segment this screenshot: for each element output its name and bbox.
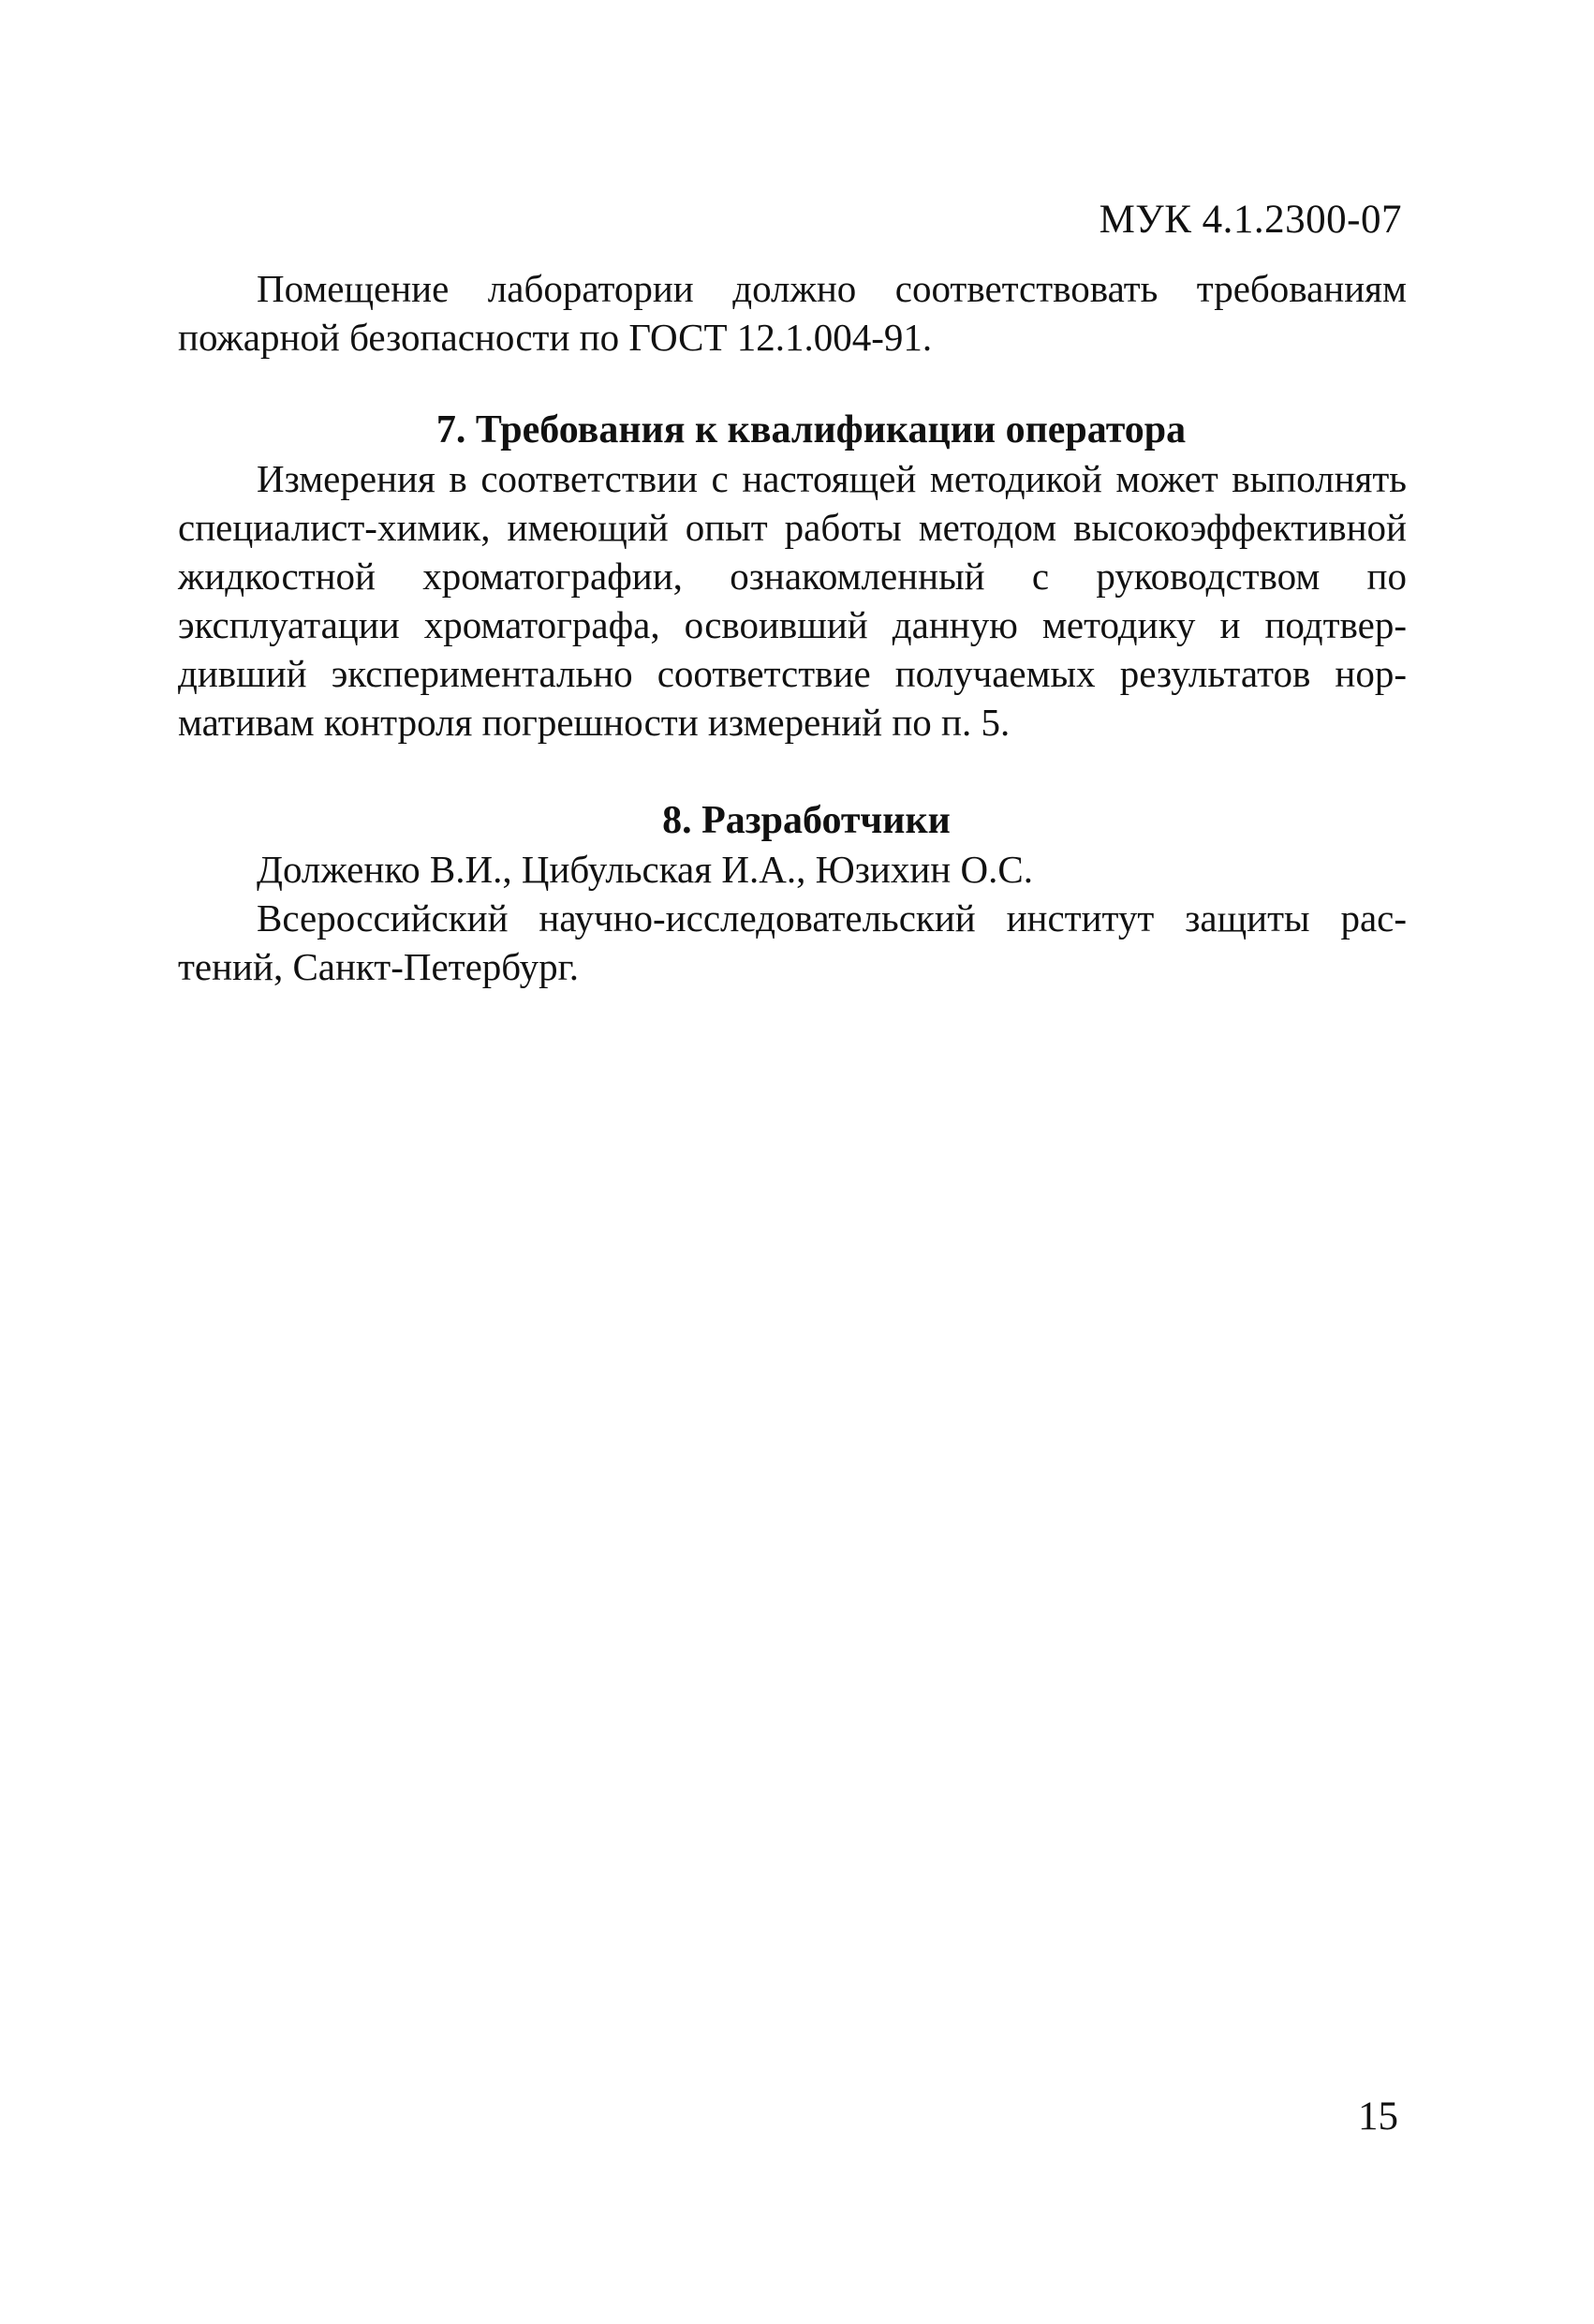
section-8-heading: 8. Разработчики (662, 799, 951, 842)
section-7-paragraph: Измерения в соответствии с настоящей методикой может выполнять специалист-химик, имеющий опыт работы методом высокоэффективной жидкостной хроматографии, ознакомленный с руководством по эксплуатации хроматографа, освоивший данную методику и подтвердивший экспериментально соответствие получаемых результатов нормативам контроля погрешности измерений по п. 5. (178, 457, 1407, 744)
section-7-heading: 7. Требования к квалификации оператора (435, 408, 1187, 451)
page-body (178, 264, 1407, 991)
authors-line: Долженко В.И., Цибульская И.А., Юзихин О.С. (257, 848, 1033, 891)
institution-paragraph: Всероссийский научно-исследовательский институт защиты растений, Санкт-Петербург. (178, 896, 1407, 988)
intro-paragraph: Помещение лаборатории должно соответствовать требованиям пожарной безопасности по ГОСТ 12.1.004-91. (178, 267, 1407, 359)
page-number: 15 (1358, 2095, 1398, 2139)
document-code: МУК 4.1.2300-07 (1099, 198, 1402, 242)
